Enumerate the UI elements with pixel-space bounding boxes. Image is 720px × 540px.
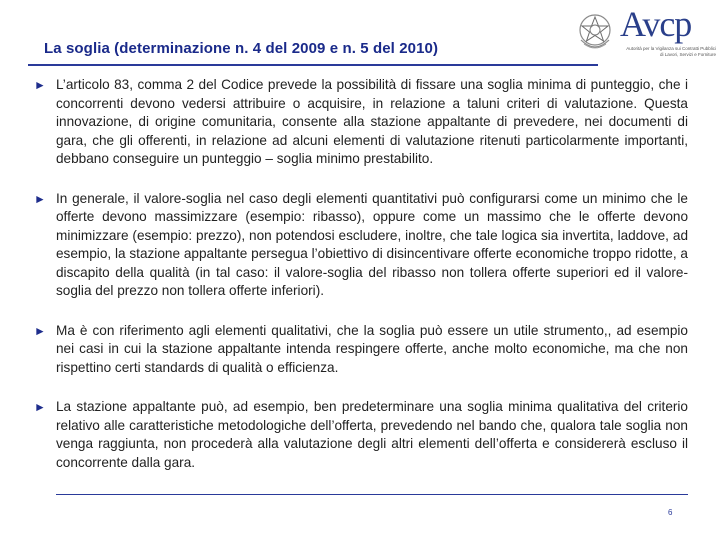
footer-rule: [56, 494, 688, 495]
bullet-paragraph: [34, 76, 688, 169]
logo-caption-line: Autorità per la Vigilanza sui Contratti Pubblici: [626, 46, 716, 51]
bullet-arrow-icon: ►: [34, 191, 46, 206]
slide-title: La soglia (determinazione n. 4 del 2009 e n. 5 del 2010): [44, 40, 439, 57]
title-underline: [28, 64, 598, 66]
paragraph-text: L’articolo 83, comma 2 del Codice prevede la possibilità di fissare una soglia minima di punteggio, che i concorrenti devono vedersi attribuire o acquisire, in relazione a taluni criteri di valutazione. Questa innovazione, di origine comunitaria, consente alla stazione appaltante di prevedere, nei documenti di gara, che gli offerenti, in relazione ad alcuni elementi di valutazione ritenuti particolarmente importanti, debbano conseguire un punteggio – soglia minimo prestabilito.: [56, 77, 688, 166]
logo-caption: [620, 46, 716, 58]
logo-caption-line: di Lavori, Servizi e Forniture: [659, 52, 716, 57]
bullet-arrow-icon: ►: [34, 323, 46, 338]
page-number: 6: [668, 508, 673, 517]
bullet-paragraph: [34, 190, 688, 301]
avcp-wordmark: Avcp: [620, 4, 692, 44]
italian-republic-emblem-icon: [576, 10, 614, 54]
paragraph-text: In generale, il valore-soglia nel caso degli elementi quantitativi può configurarsi come un minimo che le offerte devono massimizzare (esempio: ribasso), oppure come un massimo che le offerte devono minimizzare (esempio: prezzo), non potendosi escludere, inoltre, che tale logica sia invertita, laddove, ad esempio, la stazione appaltante persegua l’obiettivo di disincentivare offerte economiche troppo ridotte, a discapito della qualità (in tal caso: il valore-soglia del ribasso non tollera offerte superiori ed il valore-soglia del prezzo non tollera offerte inferiori).: [56, 190, 688, 298]
bullet-arrow-icon: ►: [34, 78, 46, 92]
paragraph-text: Ma è con riferimento agli elementi qualitativi, che la soglia può essere un utile strumento,, ad esempio nei casi in cui la stazione appaltante intenda respingere offerte, anche molto economiche, ma che non rispettino certi standards di qualità o efficienza.: [56, 322, 688, 375]
bullet-paragraph: [34, 322, 688, 378]
bullet-paragraph: [34, 398, 688, 472]
bullet-arrow-icon: ►: [34, 400, 46, 414]
paragraph-text: La stazione appaltante può, ad esempio, ben predeterminare una soglia minima qualitativa del criterio relativo alle caratteristiche metodologiche dell’offerta, prevedendo nel bando che, qualora tale soglia non venga raggiunta, non procederà alla valutazione degli altri elementi dell’offerta e considererà escluso il concorrente dalla gara.: [56, 399, 688, 470]
slide-body: [34, 76, 688, 472]
